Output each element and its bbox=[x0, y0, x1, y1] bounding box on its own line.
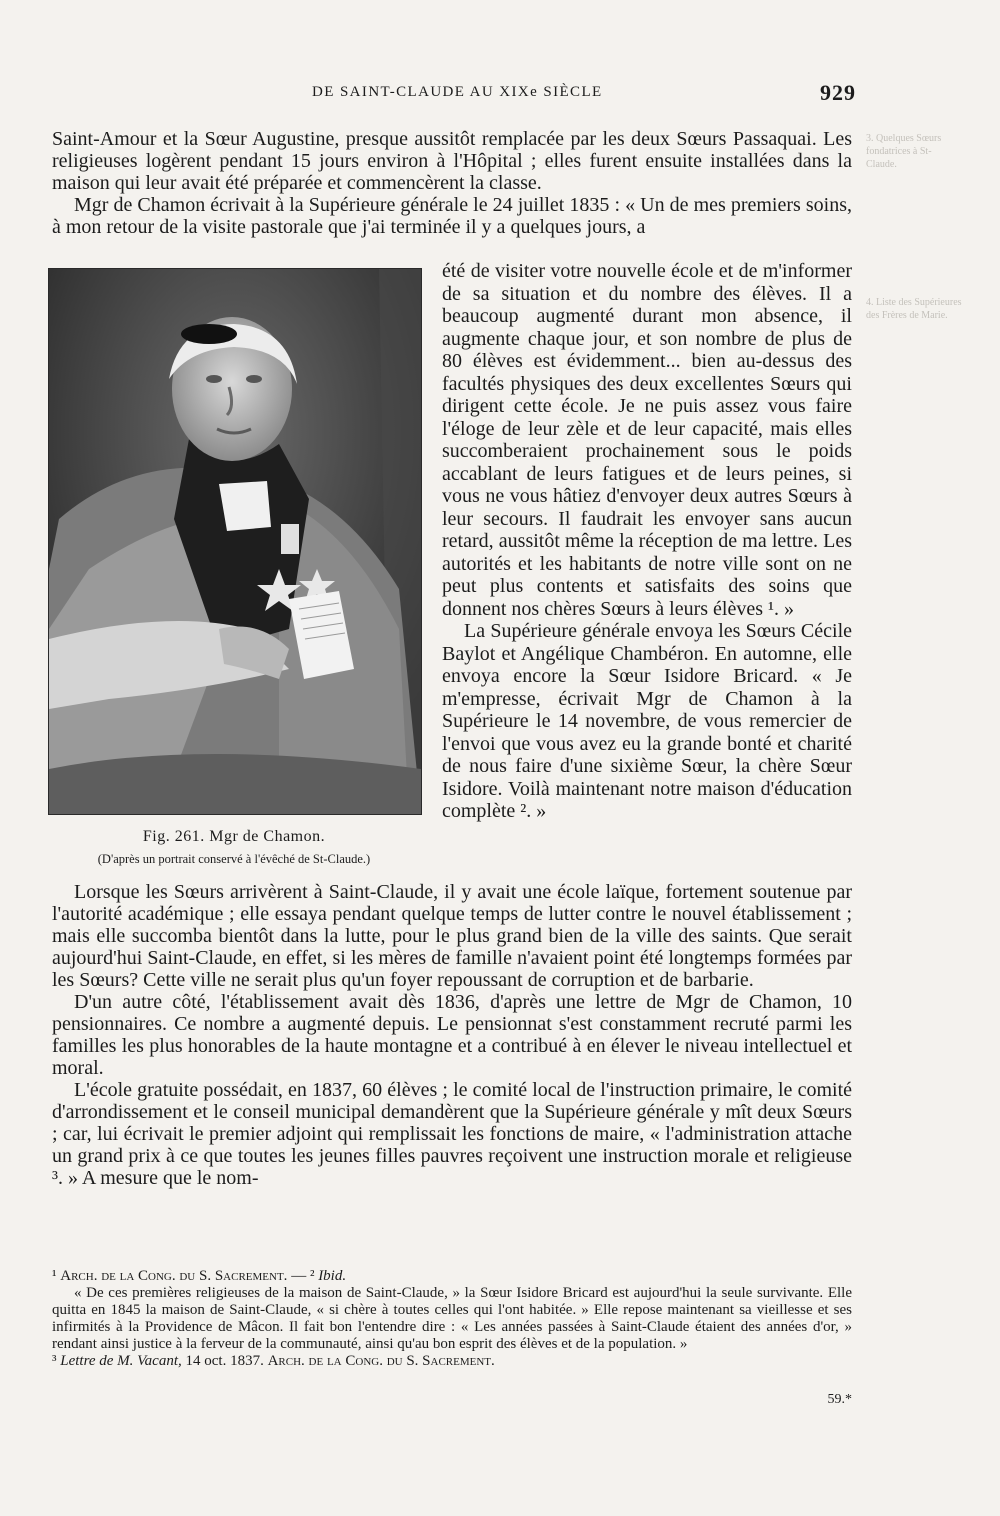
footnote-1 bbox=[52, 1268, 852, 1285]
body-top bbox=[52, 128, 852, 238]
footnote-3-source: Arch. de la Cong. du S. Sacrement. bbox=[267, 1353, 495, 1369]
footnote-3-marker: ³ bbox=[52, 1353, 61, 1369]
paragraph-4: D'un autre côté, l'établissement avait dès 1836, d'après une lettre de Mgr de Chamon, 10 pensionnaires. Ce nombre a augmenté depuis. Le pensionnat s'est constamment recruté parmi les familles les plus honorables de la haute montagne et a contribué à en élever le niveau intellectuel et moral. bbox=[52, 991, 852, 1079]
footnotes bbox=[52, 1268, 852, 1370]
running-head bbox=[52, 80, 856, 108]
portrait-image bbox=[49, 269, 421, 814]
paragraph-5: L'école gratuite possédait, en 1837, 60 élèves ; le comité local de l'instruction primaire, le comité d'arrondissement et le conseil municipal demandèrent que la Supérieure générale y mît deux Sœurs ; car, lui écrivait le premier adjoint qui remplissait les fonctions de maire, « l'administration attache un grand prix à ce que toutes les jeunes filles pauvres reçoivent une instruction morale et religieuse ³. » A mesure que le nom- bbox=[52, 1079, 852, 1189]
body-bottom bbox=[52, 881, 852, 1189]
margin-note-1: 3. Quelques Sœurs fondatrices à St-Claude. bbox=[866, 133, 942, 170]
signature-mark: 59.* bbox=[827, 1392, 852, 1407]
footnote-3 bbox=[52, 1353, 852, 1370]
footnote-1-source: Arch. de la Cong. du S. Sacrement. bbox=[60, 1268, 288, 1284]
body-beside-figure bbox=[442, 260, 852, 823]
footnote-3-date: 14 oct. 1837. bbox=[181, 1353, 268, 1369]
margin-note-2: 4. Liste des Supérieures des Frères de Marie. bbox=[866, 297, 962, 321]
footnote-2: « De ces premières religieuses de la maison de Saint-Claude, » la Sœur Isidore Bricard est aujourd'hui la seule survivante. Elle quitta en 1845 la maison de Saint-Claude, « si chère à toutes celles qui l'ont habitée. » Elle repose maintenant sa vieillesse et ses infirmités à la Providence de Mâcon. Il fait bon l'entendre dire : « Les années passées à Saint-Claude étaient des années d'or, » rendant ainsi justice à la ferveur de la communauté, ainsi qu'au bon esprit des élèves et de la population. » bbox=[52, 1285, 852, 1352]
paragraph-letter-1: été de visiter votre nouvelle école et de m'informer de sa situation et du nombre des élèves. Il a beaucoup augmenté durant mon absence, il augmente chaque jour, et son nombre de plus de 80 élèves est évidemment... bien au-dessus des facultés physiques des deux excellentes Sœurs qui dirigent cette école. Je ne puis assez vous faire l'éloge de leur zèle et de leur capacité, mais elles succomberaient prochainement sous le poids accablant de leurs fatigues et de leurs peines, si vous ne vous hâtiez d'envoyer deux autres Sœurs à leur secours. Il faudrait les envoyer sans aucun retard, aussitôt même la réception de ma lettre. Les autorités et les habitants de notre ville sont on ne peut plus contents et satisfaits des soins que donnent nos chères Sœurs à leurs élèves ¹. » bbox=[442, 260, 852, 620]
portrait-figure bbox=[48, 268, 422, 815]
footnote-1-dash: — ² bbox=[287, 1268, 319, 1284]
footnote-2-ibid: Ibid. bbox=[318, 1268, 347, 1284]
footnote-1-marker: ¹ bbox=[52, 1268, 61, 1284]
paragraph-3: Lorsque les Sœurs arrivèrent à Saint-Claude, il y avait une école laïque, fortement soutenue par l'autorité académique ; elle essaya pendant quelque temps de lutter contre le nouvel établissement ; mais elle succomba bientôt dans la lutte, pour le plus grand bien de la ville des saints. Que serait aujourd'hui Saint-Claude, en effet, si les mères de famille n'avaient point été longtemps formées par les Sœurs? Cette ville ne serait plus qu'un foyer repoussant de corruption et de barbarie. bbox=[52, 881, 852, 991]
running-title: DE SAINT-CLAUDE AU XIXe SIÈCLE bbox=[312, 84, 603, 100]
paragraph-2: Mgr de Chamon écrivait à la Supérieure générale le 24 juillet 1835 : « Un de mes premiers soins, à mon retour de la visite pastorale que j'ai terminée il y a quelques jours, a bbox=[52, 194, 852, 238]
paragraph-1: Saint-Amour et la Sœur Augustine, presque aussitôt remplacée par les deux Sœurs Passaquai. Les religieuses logèrent pendant 15 jours environ à l'Hôpital ; elles furent ensuite installées dans la maison qui leur avait été préparée et commencèrent la classe. bbox=[52, 128, 852, 194]
caption-source: (D'après un portrait conservé à l'évêché de St-Claude.) bbox=[97, 852, 371, 866]
caption-title: Fig. 261. Mgr de Chamon. bbox=[142, 828, 326, 845]
footnote-3-letter: Lettre de M. Vacant, bbox=[60, 1353, 182, 1369]
figure-caption bbox=[48, 828, 420, 867]
paragraph-letter-2: La Supérieure générale envoya les Sœurs Cécile Baylot et Angélique Chambéron. En automne, elle envoya encore la Sœur Isidore Bricard. « Je m'empresse, écrivait Mgr de Chamon à la Supérieure le 14 novembre, de vous remercier de l'envoi que vous avez eu la grande bonté et charité de nous faire d'une sixième Sœur, la chère Sœur Isidore. Voilà maintenant notre maison d'éducation complète ². » bbox=[442, 620, 852, 822]
page-number: 929 bbox=[820, 80, 856, 105]
